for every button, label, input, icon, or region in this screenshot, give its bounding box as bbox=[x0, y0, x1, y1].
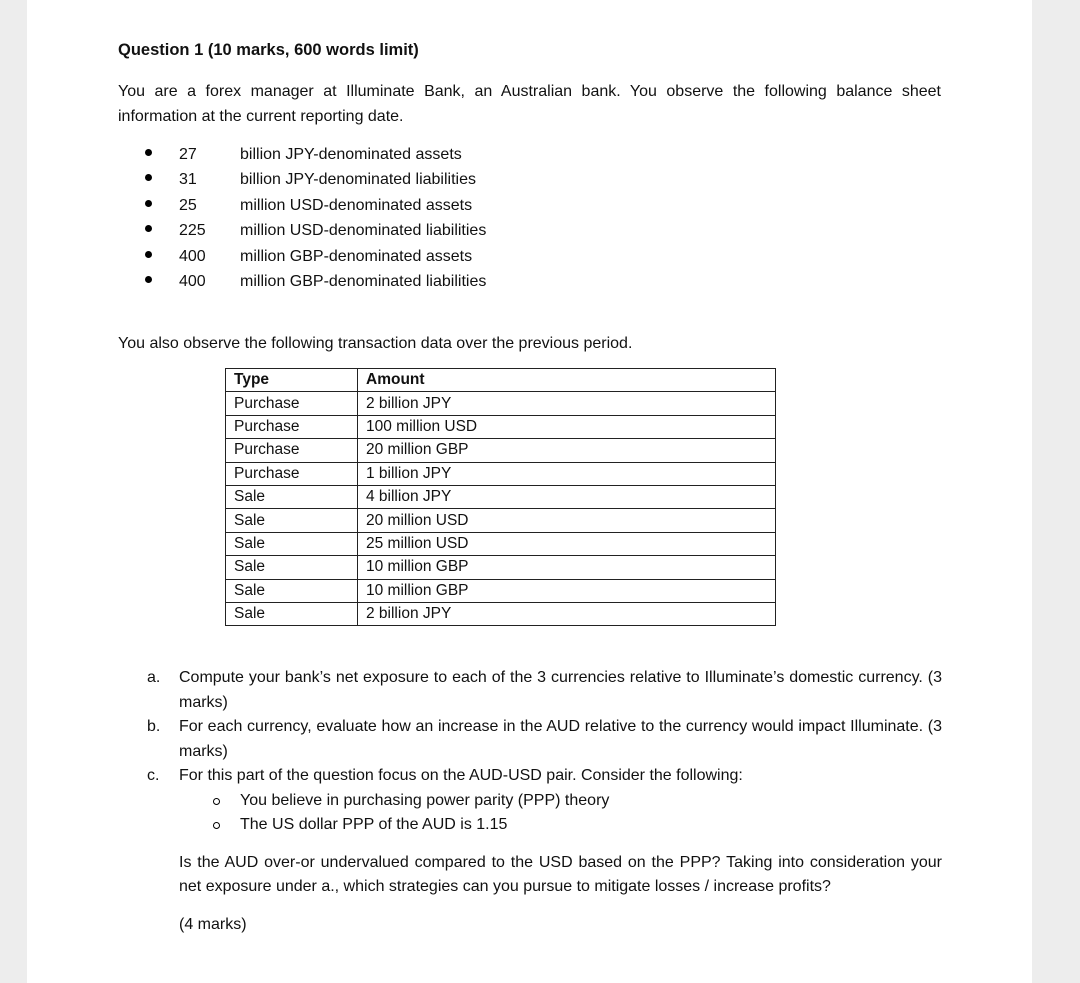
bullet-icon bbox=[145, 174, 152, 181]
question-intro: You are a forex manager at Illuminate Bank, an Australian bank. You observe the following balance sheet information at the current reporting date. bbox=[118, 83, 941, 125]
bullet-icon bbox=[145, 276, 152, 283]
table-row: Sale 2 billion JPY bbox=[226, 602, 776, 625]
transactions-intro: You also observe the following transaction data over the previous period. bbox=[118, 335, 633, 352]
part-text: For this part of the question focus on the AUD-USD pair. Consider the following: bbox=[179, 767, 743, 784]
part-c-marks: (4 marks) bbox=[179, 915, 247, 933]
part-text: Compute your bank’s net exposure to each of the 3 currencies relative to Illuminate’s domestic currency. (3 marks) bbox=[179, 669, 942, 711]
table-row: Sale 25 million USD bbox=[226, 532, 776, 555]
hollow-bullet-icon bbox=[213, 822, 220, 829]
question-title: Question 1 (10 marks, 600 words limit) bbox=[118, 41, 419, 59]
bullet-icon bbox=[145, 200, 152, 207]
table-row: Sale 10 million GBP bbox=[226, 579, 776, 602]
table-row: Sale 10 million GBP bbox=[226, 556, 776, 579]
transactions-table bbox=[225, 368, 776, 626]
table-row: Sale 4 billion JPY bbox=[226, 485, 776, 508]
table-row: Purchase 2 billion JPY bbox=[226, 392, 776, 415]
part-b bbox=[147, 715, 942, 764]
part-a bbox=[147, 666, 942, 715]
bullet-icon bbox=[145, 251, 152, 258]
hollow-bullet-icon bbox=[213, 798, 220, 805]
part-text: For each currency, evaluate how an increase in the AUD relative to the currency would impact Illuminate. (3 marks) bbox=[179, 718, 942, 760]
part-c-question: Is the AUD over-or undervalued compared to the USD based on the PPP? Taking into consideration your net exposure under a., which strategies can you pursue to mitigate losses / increase profits? bbox=[179, 853, 942, 895]
part-label: b. bbox=[147, 718, 161, 735]
table-row: Sale 20 million USD bbox=[226, 509, 776, 532]
sub-item: The US dollar PPP of the AUD is 1.15 bbox=[179, 813, 942, 838]
column-header-amount: Amount bbox=[358, 369, 776, 392]
document-page: Question 1 (10 marks, 600 words limit) You are a forex manager at Illuminate Bank, an Australian bank. You observe the following balance sheet information at the current reporting date. 27 billion JPY-denominated assets 31 billion JPY-denominated liabilities 25 million USD-denominated assets 225 million USD-denominated liabilities 400 million GBP-denominated assets 400 million GBP-denominated liabilities You also observe the following transaction data over the previous period. Type Amount Purchase 2 billion JPY Purchase 100 million USD Purchase 20 million GBP Purchase 1 billion JPY Sale 4 billion JPY Sale 20 million USD Sale 25 million USD Sale 10 million GBP Sale 10 million GBP Sale 2 billion JPY a. Compute your bank’s net exposure to each of the 3 currencies relative to Illuminate’s domestic currency. (3 marks) b. For each currency, evaluate how an increase in the AUD relative to the currency would impact Illuminate. (3 marks) c. For this part of the question focus on the AUD-USD pair. Consider the following: You believe in purchasing power parity (PPP) theory The US dollar PPP of the AUD is 1.15 Is the AUD over-or undervalued compared to the USD based on the PPP? Taking into consideration your net exposure under a., which strategies can you pursue to mitigate losses / increase profits? (4 marks) bbox=[27, 0, 1032, 983]
table-row: Purchase 20 million GBP bbox=[226, 439, 776, 462]
part-c bbox=[147, 764, 942, 937]
bullet-icon bbox=[145, 225, 152, 232]
table-row: Purchase 1 billion JPY bbox=[226, 462, 776, 485]
table-row: Purchase 100 million USD bbox=[226, 415, 776, 438]
bullet-icon bbox=[145, 149, 152, 156]
sub-item: You believe in purchasing power parity (PPP) theory bbox=[179, 789, 942, 814]
part-label: c. bbox=[147, 767, 160, 784]
column-header-type: Type bbox=[226, 369, 358, 392]
question-parts bbox=[147, 666, 942, 937]
table-header-row bbox=[226, 369, 776, 392]
part-label: a. bbox=[147, 669, 161, 686]
